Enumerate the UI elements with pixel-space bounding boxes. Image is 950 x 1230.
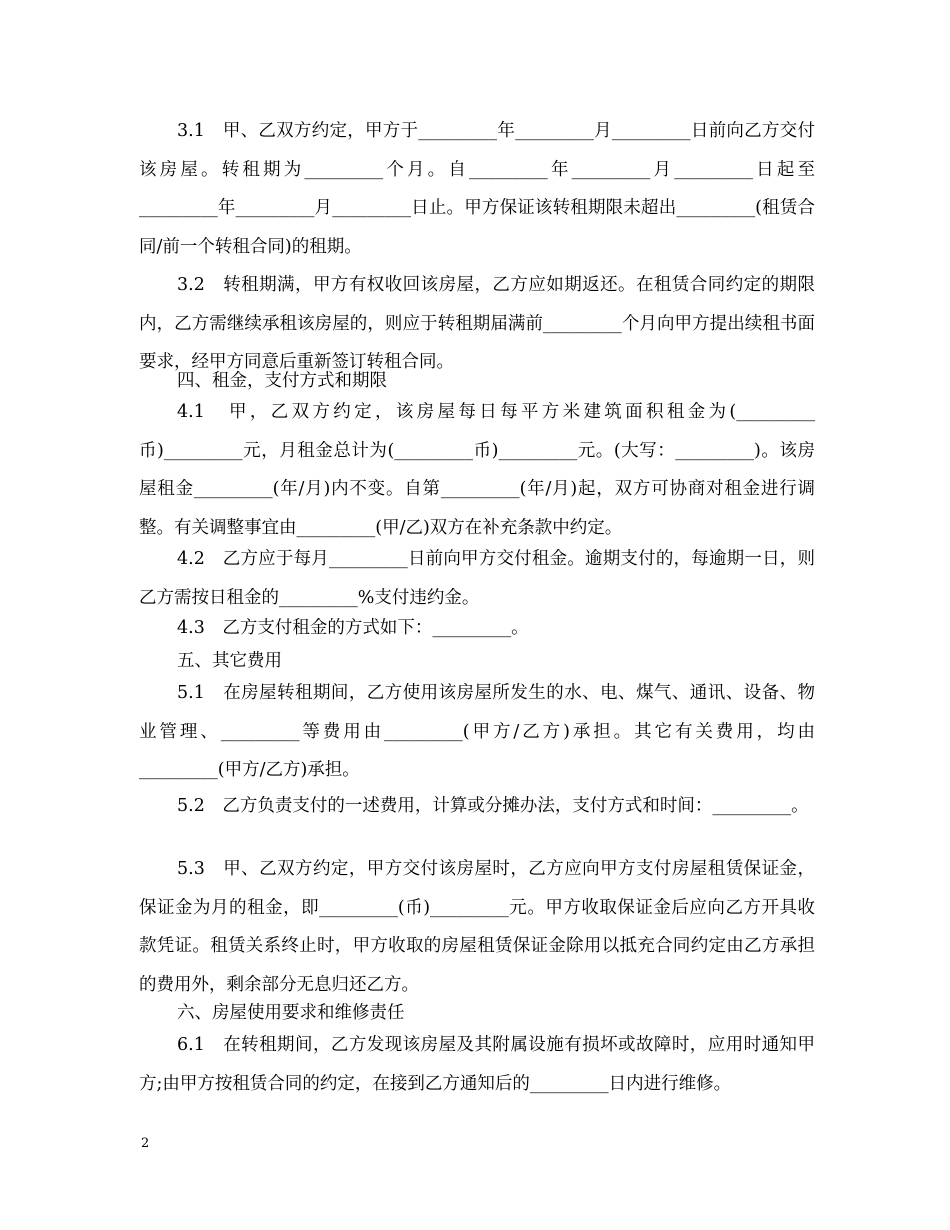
clause-4-1: 4.1 甲，乙双方约定，该房屋每日每平方米建筑面积租金为(_________币)_________元，月租金总计为(_________币)_________元。(大写：_________)。该房屋租金_________(年/月)内不变。自第_________(年/月)起，双方可协商对租金进行调整。有关调整事宜由_________(甲/乙)双方在补充条款中约定。 <box>139 402 815 538</box>
clause-4-3: 4.3 乙方支付租金的方式如下：_________。 <box>177 618 529 638</box>
section-heading-other-fees: 五、其它费用 <box>177 651 282 671</box>
clause-3-1: 3.1 甲、乙双方约定，甲方于_________年_________月_________日前向乙方交付该房屋。转租期为_________个月。自_________年_________月_________日起至_________年_________月_________日止。甲方保证该转租期限未超出_________(租赁合同/前一个转租合同)的租期。 <box>139 121 815 257</box>
section-heading-rent: 四、租金，支付方式和期限 <box>177 371 387 391</box>
clause-5-3: 5.3 甲、乙双方约定，甲方交付该房屋时，乙方应向甲方支付房屋租赁保证金，保证金为月的租金，即_________(币)_________元。甲方收取保证金后应向乙方开具收款凭证。租赁关系终止时，甲方收取的房屋租赁保证金除用以抵充合同约定由乙方承担的费用外，剩余部分无息归还乙方。 <box>139 859 815 995</box>
clause-4-2: 4.2 乙方应于每月_________日前向甲方交付租金。逾期支付的，每逾期一日，则乙方需按日租金的_________%支付违约金。 <box>139 549 815 608</box>
section-heading-usage: 六、房屋使用要求和维修责任 <box>177 1003 405 1023</box>
clause-5-1: 5.1 在房屋转租期间，乙方使用该房屋所发生的水、电、煤气、通讯、设备、物业管理、_________等费用由_________(甲方/乙方)承担。其它有关费用，均由_________(甲方/乙方)承担。 <box>139 683 815 780</box>
clause-5-2: 5.2 乙方负责支付的一述费用，计算或分摊办法，支付方式和时间：_________。 <box>177 796 809 816</box>
clause-6-1: 6.1 在转租期间，乙方发现该房屋及其附属设施有损坏或故障时，应用时通知甲方;由甲方按租赁合同的约定，在接到乙方通知后的_________日内进行维修。 <box>139 1035 815 1094</box>
page-number: 2 <box>141 1136 150 1151</box>
clause-3-2: 3.2 转租期满，甲方有权收回该房屋，乙方应如期返还。在租赁合同约定的期限内，乙方需继续承租该房屋的，则应于转租期届满前_________个月向甲方提出续租书面要求，经甲方同意后重新签订转租合同。 <box>139 275 815 372</box>
